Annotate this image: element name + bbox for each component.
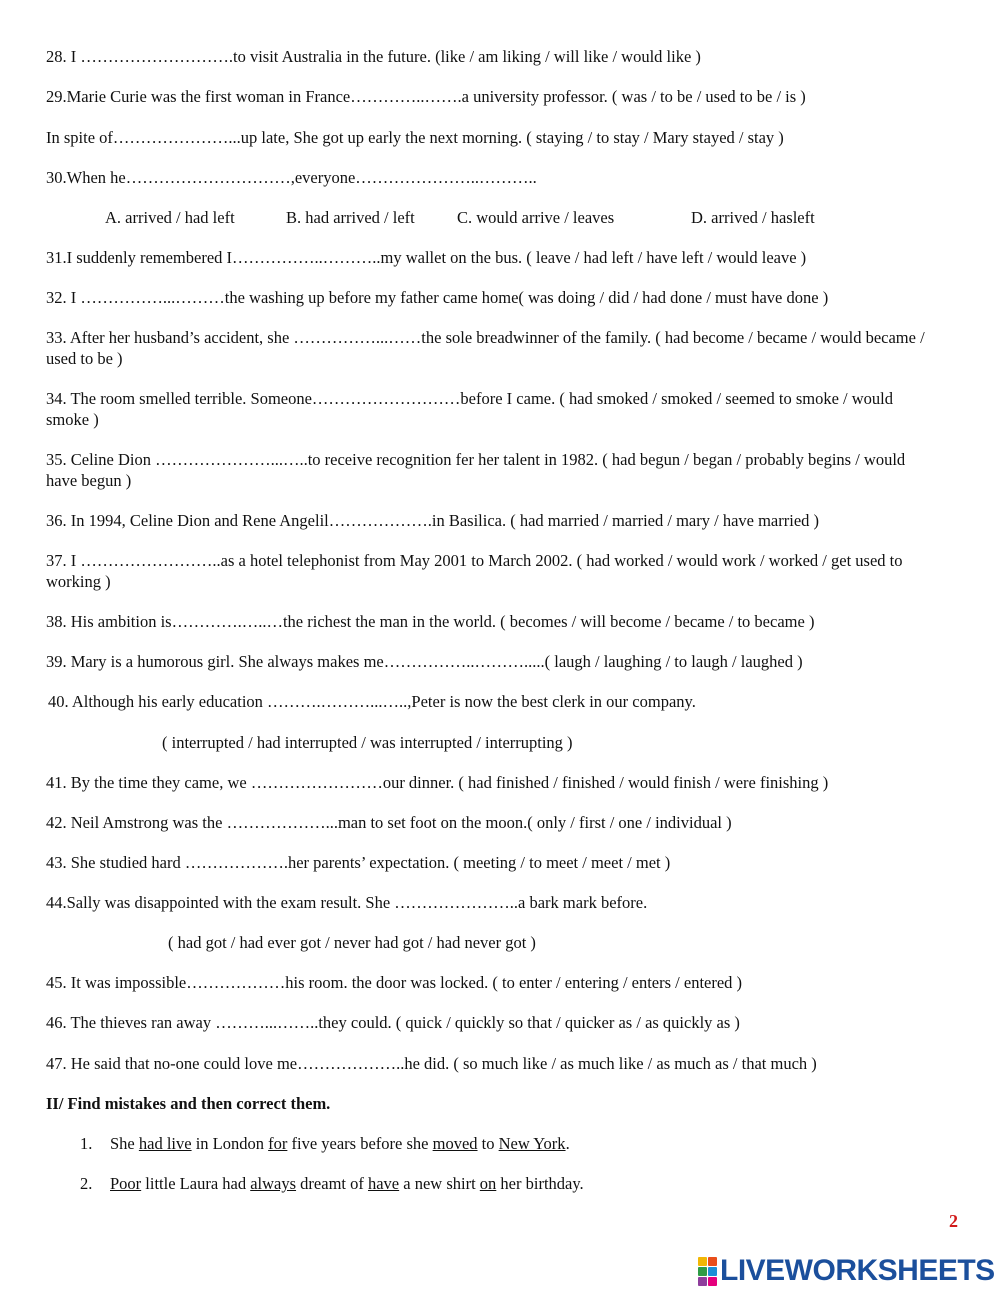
- text-part: .: [565, 1134, 570, 1153]
- underlined-part: Poor: [110, 1174, 142, 1193]
- question-40: 40. Although his early education ……….………...…..,Peter is now the best clerk in our company.: [48, 692, 696, 711]
- text-part: to: [477, 1134, 499, 1153]
- question-38: 38. His ambition is………….…..…the richest the man in the world. ( becomes / will become / became / to became ): [46, 612, 815, 631]
- text-part: her birthday.: [496, 1174, 584, 1193]
- logo-text: LIVEWORKSHEETS: [720, 1254, 995, 1287]
- text-part: a new shirt: [399, 1174, 480, 1193]
- underlined-part: had live: [138, 1134, 192, 1153]
- question-28: 28. I ……………………….to visit Australia in the future. (like / am liking / will like / would like ): [46, 47, 701, 66]
- question-34: 34. The room smelled terrible. Someone………………………before I came. ( had smoked / smoked / seemed to smoke / would smoke ): [46, 389, 893, 429]
- logo-cube: [708, 1257, 717, 1266]
- section-2-heading: II/ Find mistakes and then correct them.: [46, 1094, 331, 1113]
- page-number: 2: [949, 1211, 958, 1231]
- mistake-item-2: [80, 1173, 584, 1194]
- question-41: 41. By the time they came, we ……………………our dinner. ( had finished / finished / would finish / were finishing ): [46, 773, 829, 792]
- question-29: 29.Marie Curie was the first woman in France…………..…….a university professor. ( was / to be / used to be / is ): [46, 87, 806, 106]
- underlined-part: on: [479, 1174, 497, 1193]
- mistake-item-1: [80, 1133, 570, 1154]
- question-33: 33. After her husband’s accident, she ……………...……the sole breadwinner of the family. ( had become / became / would became / used to be ): [46, 328, 925, 368]
- text-part: in London: [191, 1134, 269, 1153]
- question-44-options: ( had got / had ever got / never had got / had never got ): [168, 933, 536, 952]
- question-32: 32. I ……………...………the washing up before my father came home( was doing / did / had done / must have done ): [46, 288, 829, 307]
- question-47: 47. He said that no-one could love me………………..he did. ( so much like / as much like / as much as / that much ): [46, 1054, 817, 1073]
- text-part: She: [110, 1134, 139, 1153]
- logo-cube: [698, 1267, 707, 1276]
- question-43: 43. She studied hard ……………….her parents’ expectation. ( meeting / to meet / meet / met ): [46, 853, 671, 872]
- question-42: 42. Neil Amstrong was the ………………...man to set foot on the moon.( only / first / one / individual ): [46, 813, 732, 832]
- q30-option-a: A. arrived / had left: [105, 208, 235, 227]
- logo-cubes-icon: [698, 1257, 717, 1286]
- q30-option-c: C. would arrive / leaves: [457, 208, 615, 227]
- q30-option-b: B. had arrived / left: [286, 208, 415, 227]
- mistake-item-number: 2.: [80, 1174, 93, 1193]
- question-46: 46. The thieves ran away ………...……..they could. ( quick / quickly so that / quicker as / as quickly as ): [46, 1013, 740, 1032]
- question-40-options: ( interrupted / had interrupted / was interrupted / interrupting ): [162, 733, 573, 752]
- underlined-part: New York: [498, 1134, 566, 1153]
- question-36: 36. In 1994, Celine Dion and Rene Angelil……………….in Basilica. ( had married / married / mary / have married ): [46, 511, 820, 530]
- logo-cube: [698, 1277, 707, 1286]
- question-44: 44.Sally was disappointed with the exam result. She …………………..a bark mark before.: [46, 893, 648, 912]
- underlined-part: for: [268, 1134, 288, 1153]
- underlined-part: have: [367, 1174, 400, 1193]
- logo-cube: [708, 1267, 717, 1276]
- text-part: five years before she: [287, 1134, 433, 1153]
- question-in-spite-of: In spite of…………………...up late, She got up early the next morning. ( staying / to stay / Mary stayed / stay ): [46, 128, 784, 147]
- question-35: 35. Celine Dion …………………...…..to receive recognition fer her talent in 1982. ( had begun / began / probably begins / would have begun ): [46, 450, 906, 490]
- underlined-part: always: [250, 1174, 297, 1193]
- logo-cube: [698, 1257, 707, 1266]
- question-30-options: [105, 207, 940, 228]
- question-31: 31.I suddenly remembered I……………..………..my wallet on the bus. ( leave / had left / have left / would leave ): [46, 248, 807, 267]
- text-part: dreamt of: [296, 1174, 368, 1193]
- mistake-item-number: 1.: [80, 1134, 93, 1153]
- liveworksheets-logo[interactable]: [698, 1255, 995, 1287]
- question-37: 37. I ……………………..as a hotel telephonist from May 2001 to March 2002. ( had worked / would work / worked / get used to working ): [46, 551, 903, 591]
- logo-cube: [708, 1277, 717, 1286]
- text-part: little Laura had: [141, 1174, 251, 1193]
- underlined-part: moved: [432, 1134, 478, 1153]
- q30-option-d: D. arrived / hasleft: [691, 208, 815, 227]
- question-39: 39. Mary is a humorous girl. She always makes me……………..……….....( laugh / laughing / to laugh / laughed ): [46, 652, 803, 671]
- question-30: 30.When he…………………………,everyone…………………..………..: [46, 168, 537, 187]
- question-45: 45. It was impossible………………his room. the door was locked. ( to enter / entering / enters / entered ): [46, 973, 743, 992]
